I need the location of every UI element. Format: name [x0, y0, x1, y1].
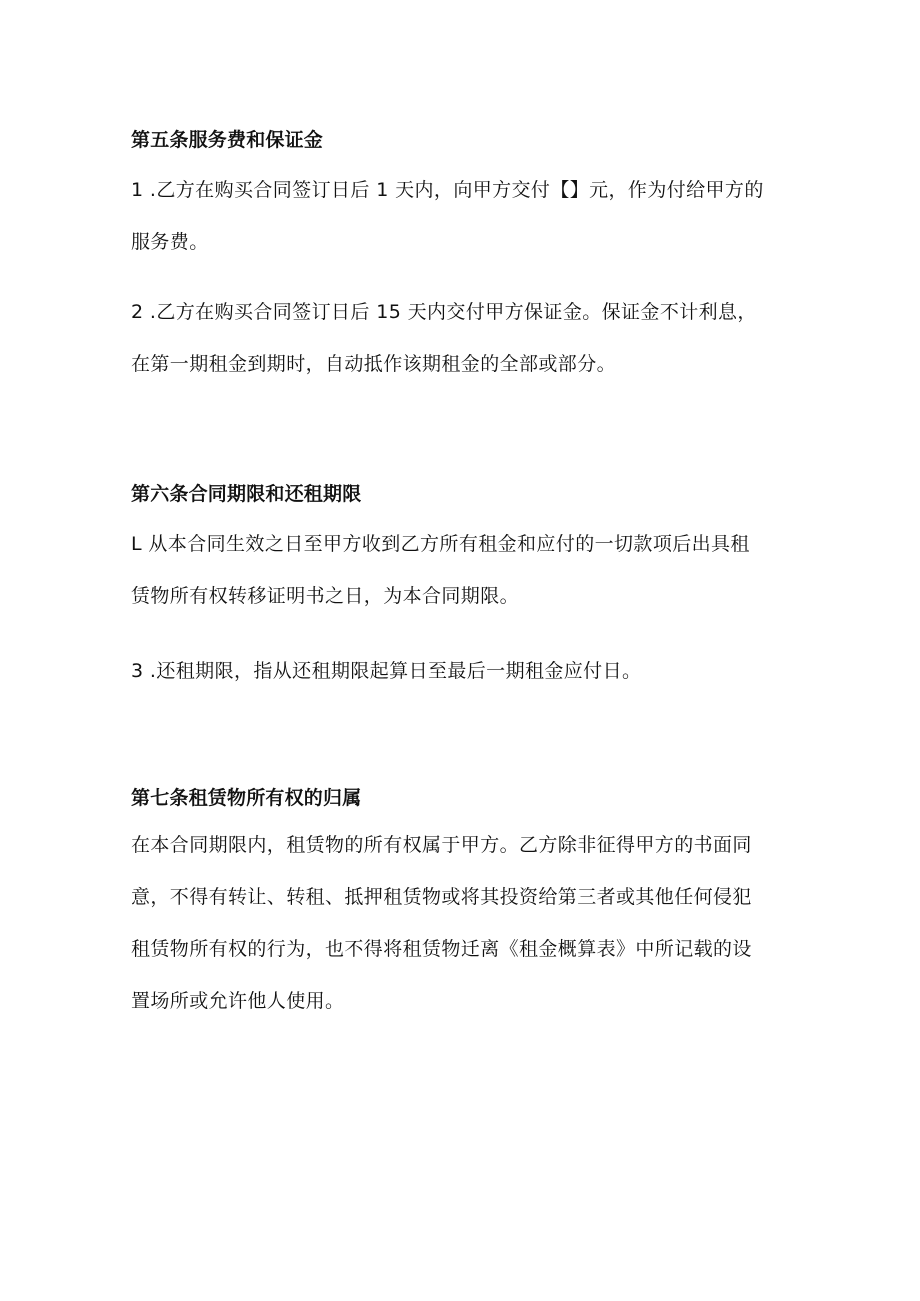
section-5-paragraph-1: [131, 164, 801, 268]
section-7-paragraph-1: [131, 819, 801, 1027]
section-6-heading: 第六条合同期限和还租期限: [131, 483, 362, 505]
text-line: 服务费。: [131, 231, 209, 253]
section-6-paragraph-1: [131, 518, 801, 622]
text-line: 置场所或允许他人使用。: [131, 990, 345, 1012]
text-line: 在第一期租金到期时，自动抵作该期租金的全部或部分。: [131, 353, 617, 375]
section-7-heading: 第七条租赁物所有权的归属: [131, 787, 362, 809]
text-line: 意，不得有转让、转租、抵押租赁物或将其投资给第三者或其他任何侵犯: [131, 886, 752, 908]
section-5-heading: 第五条服务费和保证金: [131, 129, 324, 151]
text-line: 3 .还租期限，指从还租期限起算日至最后一期租金应付日。: [131, 660, 642, 682]
text-line: 赁物所有权转移证明书之日，为本合同期限。: [131, 585, 520, 607]
section-6-paragraph-2: [131, 645, 801, 697]
text-line: 租赁物所有权的行为，也不得将租赁物迁离《租金概算表》中所记载的设: [131, 938, 752, 960]
section-5-paragraph-2: [131, 286, 801, 390]
text-line: L 从本合同生效之日至甲方收到乙方所有租金和应付的一切款项后出具租: [131, 533, 750, 555]
text-line: 2 .乙方在购买合同签订日后 15 天内交付甲方保证金。保证金不计利息，: [131, 301, 757, 323]
text-line: 在本合同期限内，租赁物的所有权属于甲方。乙方除非征得甲方的书面同: [131, 834, 752, 856]
text-line: 1 .乙方在购买合同签订日后 1 天内，向甲方交付【】元，作为付给甲方的: [131, 179, 764, 201]
